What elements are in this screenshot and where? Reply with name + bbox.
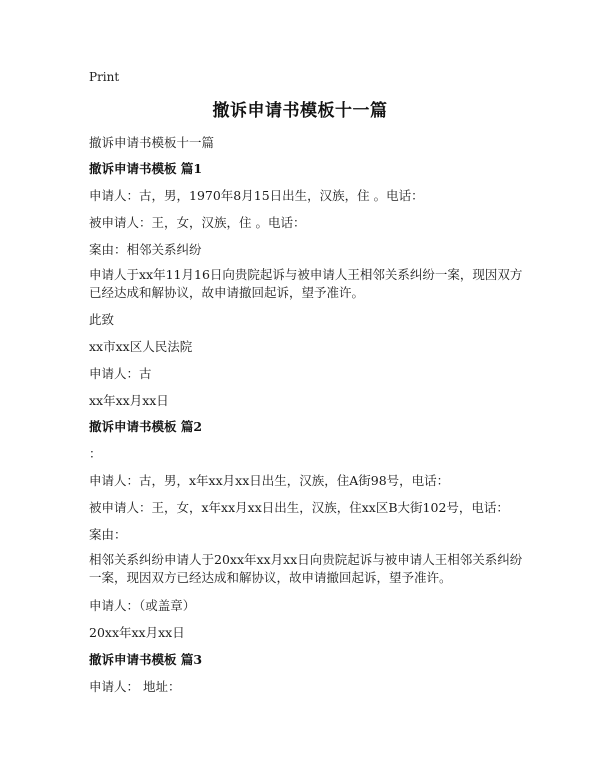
paragraph: 此致 bbox=[89, 312, 115, 327]
section-heading-1: 撤诉申请书模板 篇1 bbox=[89, 161, 203, 176]
document-subtitle: 撤诉申请书模板十一篇 bbox=[89, 135, 215, 150]
paragraph: 申请人：古，男，1970年8月15日出生，汉族，住 。电话： bbox=[89, 188, 424, 203]
paragraph: 申请人：古 bbox=[89, 366, 152, 381]
paragraph: 相邻关系纠纷申请人于20xx年xx月xx日向贵院起诉与被申请人王相邻关系纠纷一案，现因双方已经达成和解协议，故申请撤回起诉，望予准许。 bbox=[89, 552, 523, 585]
paragraph: 申请人： 地址： bbox=[89, 679, 181, 694]
paragraph: 申请人：古，男，x年xx月xx日出生，汉族，住A街98号，电话： bbox=[89, 473, 450, 488]
paragraph: 申请人：（或盖章） bbox=[89, 598, 196, 613]
paragraph: 案由： bbox=[89, 527, 127, 542]
print-label: Print bbox=[89, 70, 120, 84]
paragraph: 申请人于xx年11月16日向贵院起诉与被申请人王相邻关系纠纷一案，现因双方已经达成和解协议，故申请撤回起诉，望予准许。 bbox=[89, 267, 523, 300]
paragraph: 被申请人：王，女，汉族，住 。电话： bbox=[89, 215, 306, 230]
section-heading-2: 撤诉申请书模板 篇2 bbox=[89, 419, 203, 434]
section-heading-3: 撤诉申请书模板 篇3 bbox=[89, 652, 203, 667]
paragraph: 案由：相邻关系纠纷 bbox=[89, 242, 202, 257]
paragraph: xx年xx月xx日 bbox=[89, 393, 169, 408]
paragraph: xx市xx区人民法院 bbox=[89, 339, 193, 354]
paragraph: ： bbox=[89, 446, 102, 461]
paragraph: 20xx年xx月xx日 bbox=[89, 625, 185, 640]
paragraph: 被申请人：王，女，x年xx月xx日出生，汉族，住xx区B大街102号，电话： bbox=[89, 500, 509, 515]
document-title: 撤诉申请书模板十一篇 bbox=[212, 101, 388, 121]
